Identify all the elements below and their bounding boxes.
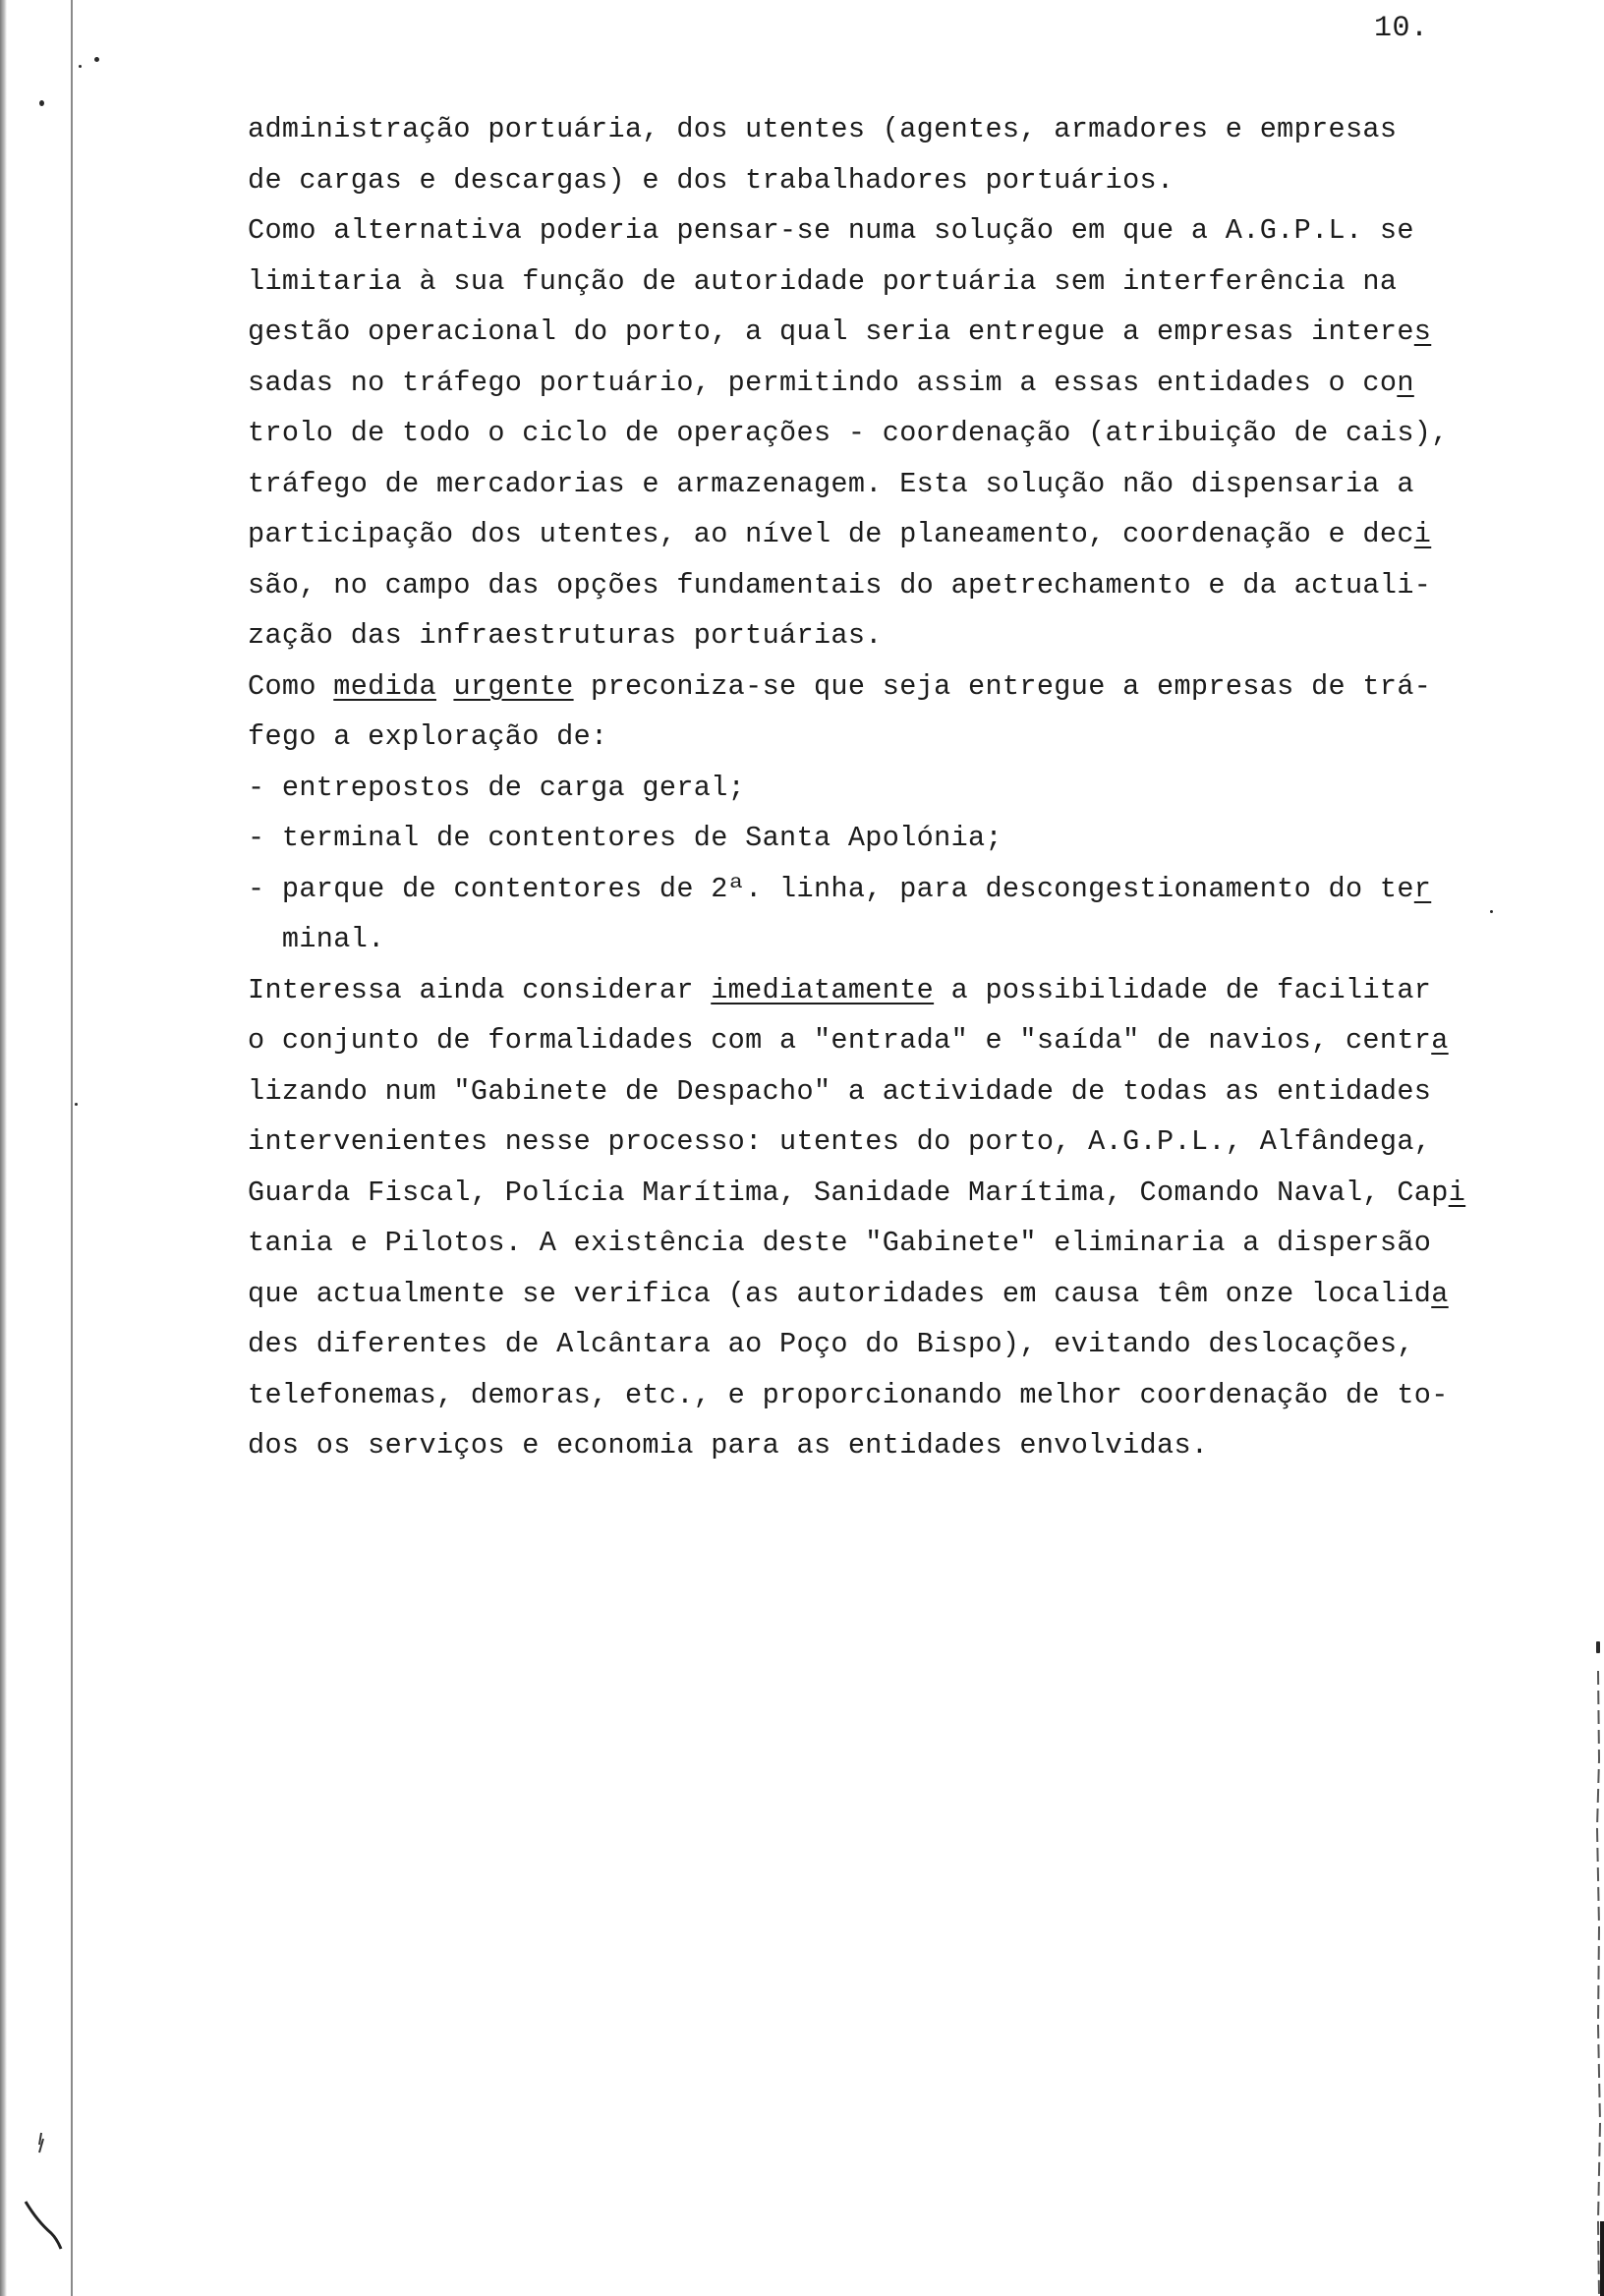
- right-edge-shadow: [1590, 1671, 1604, 2296]
- text-segment: preconiza-se que seja entregue a empresas de trá-: [573, 669, 1432, 703]
- text-segment: administração portuária, dos utentes (agentes, armadores e empresas: [248, 113, 1398, 145]
- text-line: [248, 1066, 1496, 1118]
- text-segment: tráfego de mercadorias e armazenagem. Esta solução não dispensaria a: [248, 467, 1414, 500]
- text-line: [248, 358, 1496, 409]
- text-segment: des diferentes de Alcântara ao Poço do Bispo), evitando deslocações,: [248, 1328, 1414, 1360]
- text-line: [248, 1015, 1496, 1066]
- page-number: 10.: [1374, 12, 1429, 45]
- text-line: [248, 1218, 1496, 1269]
- text-line: [248, 763, 1496, 814]
- text-line: [248, 509, 1496, 560]
- left-binding-edge: [0, 0, 7, 2296]
- scan-speck: [1490, 910, 1493, 913]
- text-segment: limitaria à sua função de autoridade portuária sem interferência na: [248, 264, 1398, 298]
- scan-speck: [39, 100, 44, 106]
- text-segment: [436, 670, 453, 703]
- text-line: [248, 914, 1496, 965]
- text-segment: dos os serviços e economia para as entidades envolvidas.: [248, 1429, 1209, 1462]
- text-line: [248, 459, 1496, 510]
- text-segment: tania e Pilotos. A existência deste "Gabinete" eliminaria a dispersão: [248, 1227, 1432, 1259]
- text-segment: telefonemas, demoras, etc., e proporcionando melhor coordenação de to-: [248, 1378, 1449, 1411]
- text-segment: - entrepostos de carga geral;: [248, 771, 746, 804]
- text-line: [248, 610, 1496, 661]
- text-line: [248, 1117, 1496, 1168]
- underlined-text: r: [1413, 872, 1432, 905]
- underlined-text: s: [1413, 316, 1432, 348]
- scan-speck: [79, 65, 82, 68]
- text-line: [248, 965, 1496, 1016]
- text-segment: - parque de contentores de 2ª. linha, para descongestionamento do te: [248, 872, 1414, 905]
- underlined-text: a: [1431, 1024, 1449, 1057]
- text-segment: a possibilidade de facilitar: [934, 973, 1432, 1006]
- text-segment: fego a exploração de:: [248, 720, 608, 753]
- text-segment: minal.: [248, 923, 385, 955]
- underlined-text: imediatamente: [711, 973, 935, 1006]
- text-line: [248, 661, 1496, 713]
- underlined-text: i: [1413, 518, 1432, 550]
- text-segment: - terminal de contentores de Santa Apolónia;: [248, 822, 1002, 854]
- text-segment: que actualmente se verifica (as autoridades em causa têm onze localid: [248, 1277, 1432, 1310]
- underlined-text: medida: [333, 669, 436, 703]
- text-segment: Interessa ainda considerar: [248, 973, 712, 1006]
- scan-speck: [1596, 1641, 1600, 1653]
- underlined-text: n: [1397, 366, 1414, 399]
- text-line: [248, 864, 1496, 915]
- text-line: [248, 560, 1496, 611]
- text-line: [248, 155, 1496, 206]
- margin-pen-mark: [18, 2123, 77, 2270]
- text-line: [248, 712, 1496, 763]
- text-segment: sadas no tráfego portuário, permitindo assim a essas entidades o co: [248, 366, 1398, 399]
- text-segment: trolo de todo o ciclo de operações - coordenação (atribuição de cais),: [248, 417, 1449, 449]
- text-line: [248, 257, 1496, 308]
- text-segment: de cargas e descargas) e dos trabalhadores portuários.: [248, 163, 1174, 197]
- body-text: [248, 104, 1496, 1471]
- text-line: [248, 1370, 1496, 1421]
- text-line: [248, 408, 1496, 459]
- text-line: [248, 104, 1496, 155]
- text-segment: participação dos utentes, ao nível de planeamento, coordenação e dec: [248, 518, 1414, 550]
- text-line: [248, 1319, 1496, 1370]
- text-segment: Como alternativa poderia pensar-se numa solução em que a A.G.P.L. se: [248, 214, 1414, 247]
- text-line: [248, 307, 1496, 358]
- text-segment: Como: [248, 669, 334, 703]
- text-segment: zação das infraestruturas portuárias.: [248, 619, 883, 652]
- margin-rule: [71, 0, 73, 2296]
- underlined-text: urgente: [453, 669, 574, 703]
- text-line: [248, 205, 1496, 257]
- scan-speck: [94, 57, 99, 62]
- text-line: [248, 1420, 1496, 1471]
- text-segment: Guarda Fiscal, Polícia Marítima, Sanidade Marítima, Comando Naval, Cap: [248, 1176, 1449, 1209]
- text-segment: são, no campo das opções fundamentais do apetrechamento e da actuali-: [248, 568, 1432, 602]
- text-segment: lizando num "Gabinete de Despacho" a actividade de todas as entidades: [248, 1074, 1432, 1108]
- text-line: [248, 1269, 1496, 1320]
- text-line: [248, 813, 1496, 864]
- text-segment: gestão operacional do porto, a qual seria entregue a empresas intere: [248, 316, 1414, 348]
- text-segment: intervenientes nesse processo: utentes do porto, A.G.P.L., Alfândega,: [248, 1125, 1432, 1158]
- underlined-text: i: [1448, 1176, 1466, 1209]
- text-line: [248, 1168, 1496, 1219]
- scan-speck: [75, 1103, 78, 1106]
- text-segment: o conjunto de formalidades com a "entrada" e "saída" de navios, centr: [248, 1024, 1432, 1057]
- underlined-text: a: [1431, 1277, 1449, 1310]
